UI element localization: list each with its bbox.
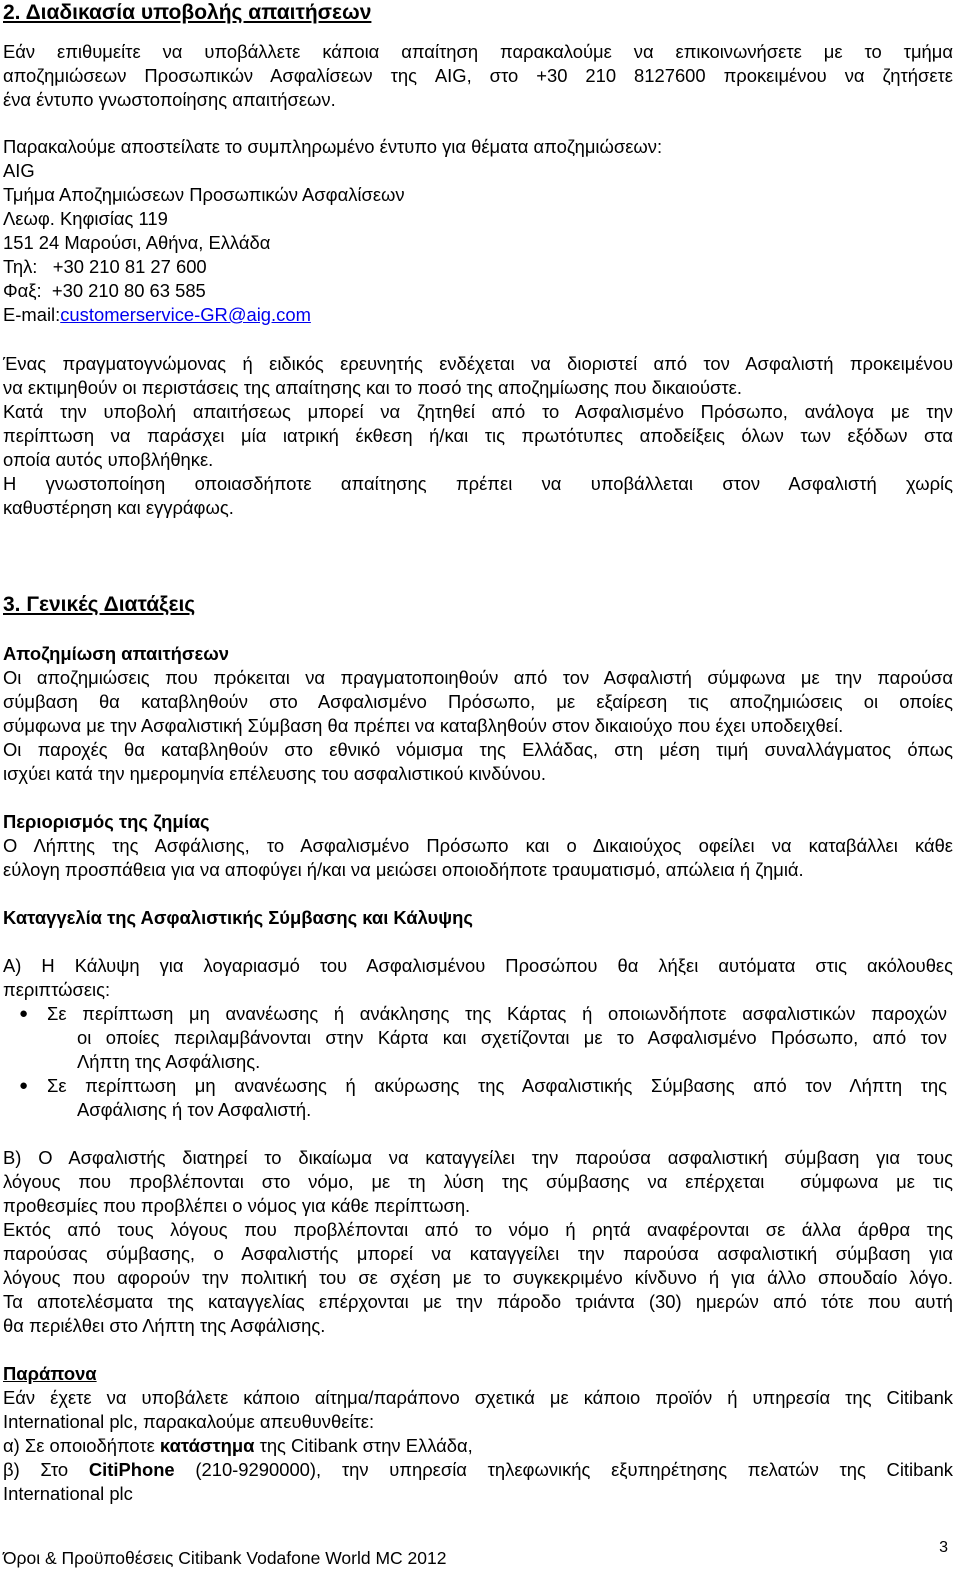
text-line: Λήπτη της Ασφάλισης. <box>77 1051 261 1072</box>
text-line: Οι παροχές θα καταβληθούν στο εθνικό νόμισμα της Ελλάδας, στη μέση τιμή συναλλάγματος όπως <box>3 739 953 760</box>
text-line: ένα έντυπο γνωστοποίησης απαιτήσεων. <box>3 89 336 110</box>
loss-limitation-title: Περιορισμός της ζημίας <box>3 811 210 832</box>
text-line: οποία αυτός υποβλήθηκε. <box>3 449 214 470</box>
text-line: εύλογη προσπάθεια για να αποφύγει ή/και να μειώσει οποιοδήποτε τραυματισμό, απώλεια ή ζημιά. <box>3 859 804 880</box>
text-line: περιπτώσεις: <box>3 979 111 1000</box>
bullet-item-2 <box>19 1074 947 1122</box>
address-email-line <box>3 303 953 327</box>
address-city: 151 24 Μαρούσι, Αθήνα, Ελλάδα <box>3 232 271 253</box>
text-line: Ένας πραγματογνώμονας ή ειδικός ερευνητής ενδέχεται να διοριστεί από τον Ασφαλιστή προκειμένου <box>3 353 953 374</box>
bullet-item-1 <box>19 1002 947 1074</box>
section-2-heading: 2. Διαδικασία υποβολής απαιτήσεων <box>3 1 372 24</box>
page-number: 3 <box>939 1539 948 1556</box>
loss-limitation-block <box>3 810 953 882</box>
cancellation-title <box>3 906 953 930</box>
email-label: E-mail: <box>3 304 61 325</box>
text-segment: α) Σε οποιοδήποτε <box>3 1435 160 1456</box>
text-segment: (210-9290000), την υπηρεσία τηλεφωνικής εξυπηρέτησης πελατών της Citibank <box>174 1459 953 1480</box>
complaints-title: Παράπονα <box>3 1363 97 1384</box>
text-line: Εάν επιθυμείτε να υποβάλλετε κάποια απαίτηση παρακαλούμε να επικοινωνήσετε με το τμήμα <box>3 41 953 62</box>
address-fax: Φαξ: +30 210 80 63 585 <box>3 280 206 301</box>
text-segment: β) Στο <box>3 1459 89 1480</box>
email-link[interactable]: customerservice-GR@aig.com <box>60 304 311 325</box>
text-line: Η γνωστοποίηση οποιασδήποτε απαίτησης πρέπει να υποβάλλεται στον Ασφαλιστή χωρίς <box>3 473 953 494</box>
cancellation-title-text: Καταγγελία της Ασφαλιστικής Σύμβασης και Κάλυψης <box>3 907 473 928</box>
text-line: θα περιέλθει στο Λήπτη της Ασφάλισης. <box>3 1315 326 1336</box>
text-line: λόγους που προβλέπονται στο νόμο, με τη λύση της σύμβασης να επέρχεται σύμφωνα με τις <box>3 1171 953 1192</box>
text-line: προθεσμίες που προβλέπει ο νόμος για κάθε περίπτωση. <box>3 1195 471 1216</box>
text-line: περίπτωση να παράσχει μία ιατρική έκθεση ή/και τις πρωτότυπες αποδείξεις όλων των εξόδων στα <box>3 425 953 446</box>
text-line: International plc, παρακαλούμε απευθυνθείτε: <box>3 1411 375 1432</box>
complaint-option-a <box>3 1434 953 1458</box>
text-line: οι οποίες περιλαμβάνονται στην Κάρτα και σχετίζονται με το Ασφαλισμένο Πρόσωπο, από τον <box>77 1027 947 1048</box>
text-line: αποζημιώσεων Προσωπικών Ασφαλίσεων της AIG, στο +30 210 8127600 προκειμένου να ζητήσετε <box>3 65 953 86</box>
text-line: Ο Λήπτης της Ασφάλισης, το Ασφαλισμένο Πρόσωπο και ο Δικαιούχος οφείλει να καταβάλλει κάθε <box>3 835 953 856</box>
text-line: ισχύει κατά την ημερομηνία επέλευσης του ασφαλιστικού κινδύνου. <box>3 763 546 784</box>
address-company: AIG <box>3 160 35 181</box>
text-line: Τα αποτελέσματα της καταγγελίας επέρχονται με την πάροδο τριάντα (30) ημερών από τότε που αυτή <box>3 1291 953 1312</box>
complaints-block <box>3 1362 953 1506</box>
text-line: να εκτιμηθούν οι περιστάσεις της απαίτησης και το ποσό της αποζημίωσης που δικαιούστε. <box>3 377 742 398</box>
text-bold: κατάστημα <box>159 1435 255 1456</box>
section-3-heading: 3. Γενικές Διατάξεις <box>3 593 196 616</box>
text-line: Κατά την υποβολή απαιτήσεως μπορεί να ζητηθεί από το Ασφαλισμένο Πρόσωπο, ανάλογα με την <box>3 401 953 422</box>
text-line: Σε περίπτωση μη ανανέωσης ή ακύρωσης της Ασφαλιστικής Σύμβασης από τον Λήπτη της <box>47 1075 947 1096</box>
footer-title: Όροι & Προϋποθέσεις Citibank Vodafone World MC 2012 <box>3 1548 447 1568</box>
text-line: Εκτός από τους λόγους που προβλέπονται από το νόμο ή ρητά αναφέρονται σε άλλα άρθρα της <box>3 1219 953 1240</box>
text-bold: CitiPhone <box>88 1459 175 1480</box>
text-line: σύμβαση θα καταβληθούν στο Ασφαλισμένο Πρόσωπο, με εξαίρεση τις αποζημιώσεις οι οποίες <box>3 691 953 712</box>
text-segment: της Citibank στην Ελλάδα, <box>254 1435 473 1456</box>
text-line: Οι αποζημιώσεις που πρόκειται να πραγματοποιηθούν από τον Ασφαλιστή σύμφωνα με την παρούσα <box>3 667 953 688</box>
claims-address-block <box>3 135 953 327</box>
complaint-option-b <box>3 1458 953 1482</box>
text-line: Ασφάλισης ή τον Ασφαλιστή. <box>77 1099 312 1120</box>
text-line: καθυστέρηση και εγγράφως. <box>3 497 234 518</box>
cancellation-paragraph-c <box>3 1218 953 1338</box>
text-line: παρούσας σύμβασης, ο Ασφαλιστής μπορεί να καταγγείλει την παρούσα ασφαλιστική σύμβαση για <box>3 1243 953 1264</box>
bullet-icon: ● <box>19 1077 29 1094</box>
section-2-paragraph-1 <box>3 40 953 112</box>
section-2-paragraph-2 <box>3 352 953 400</box>
section-2-paragraph-4 <box>3 472 953 520</box>
address-street: Λεωφ. Κηφισίας 119 <box>3 208 168 229</box>
page-footer <box>3 1539 948 1570</box>
text-line: Β) Ο Ασφαλιστής διατηρεί το δικαίωμα να καταγγείλει την παρούσα ασφαλιστική σύμβαση για τους <box>3 1147 953 1168</box>
address-phone: Τηλ: +30 210 81 27 600 <box>3 256 207 277</box>
bullet-icon: ● <box>19 1005 29 1022</box>
claims-payment-title: Αποζημίωση απαιτήσεων <box>3 643 229 664</box>
address-department: Τμήμα Αποζημιώσεων Προσωπικών Ασφαλίσεων <box>3 184 405 205</box>
section-2-paragraph-3 <box>3 400 953 472</box>
cancellation-paragraph-a <box>3 954 953 1002</box>
text-line: International plc <box>3 1483 133 1504</box>
text-line: σύμφωνα με την Ασφαλιστική Σύμβαση θα πρέπει να καταβληθούν στον δικαιούχο που έχει υποδειχθεί. <box>3 715 844 736</box>
text-line: λόγους που αφορούν την πολιτική του σε σχέση με το συγκεκριμένο κίνδυνο ή για άλλο σπουδαίο λόγο. <box>3 1267 953 1288</box>
address-intro: Παρακαλούμε αποστείλατε το συμπληρωμένο έντυπο για θέματα αποζημιώσεων: <box>3 136 663 157</box>
cancellation-paragraph-b <box>3 1146 953 1218</box>
text-line: Εάν έχετε να υποβάλετε κάποιο αίτημα/παράπονο σχετικά με κάποιο προϊόν ή υπηρεσία της Citibank <box>3 1387 953 1408</box>
claims-payment-block <box>3 642 953 786</box>
text-line: Α) Η Κάλυψη για λογαριασμό του Ασφαλισμένου Προσώπου θα λήξει αυτόματα στις ακόλουθες <box>3 955 953 976</box>
text-line: Σε περίπτωση μη ανανέωσης ή ανάκλησης της Κάρτας ή οποιωνδήποτε ασφαλιστικών παροχών <box>47 1003 947 1024</box>
